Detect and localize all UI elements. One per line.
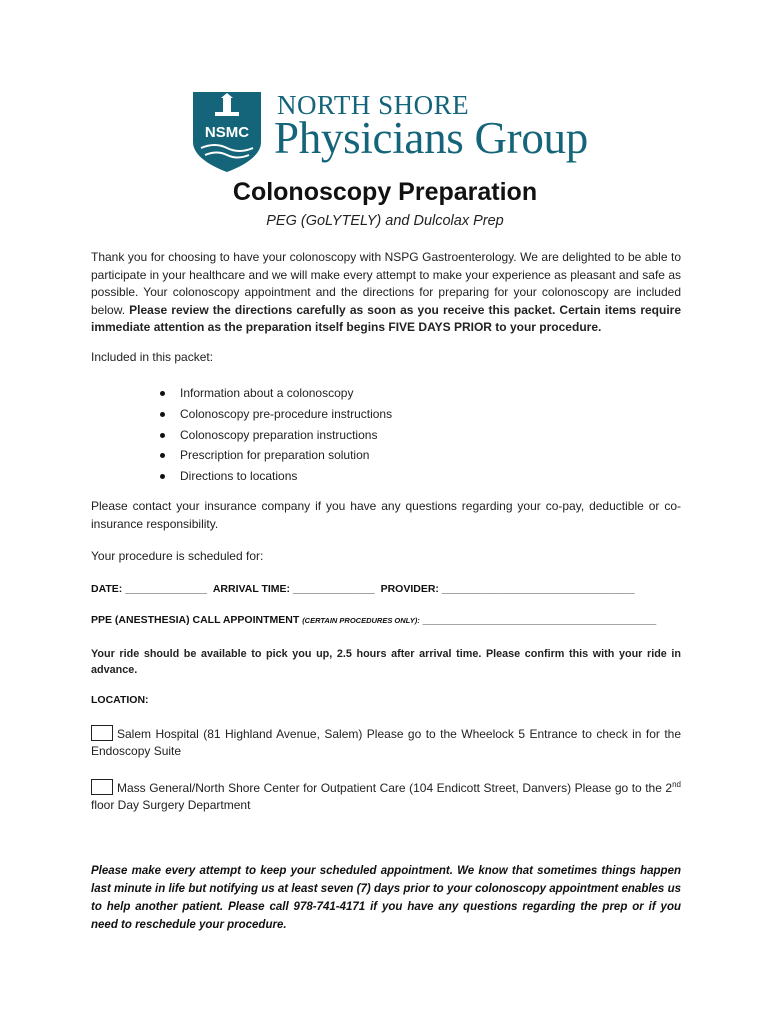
location-text: Salem Hospital (81 Highland Avenue, Salem) Please go to the Wheelock 5 Entrance to check in for the Endoscopy Suite [91, 727, 681, 758]
packet-list [158, 383, 392, 487]
list-item: Information about a colonoscopy [158, 383, 392, 404]
closing-note: Please make every attempt to keep your scheduled appointment. We know that sometimes things happen last minute in life but notifying us at least seven (7) days prior to your colonoscopy appointment enables us to help another patient. Please call 978-741-4171 if you have any questions regarding the prep or if you need to reschedule your procedure. [91, 865, 681, 931]
location-option-salem [91, 725, 681, 760]
intro-text: Thank you for choosing to have your colonoscopy with NSPG Gastroenterology. We are delighted to be able to participate in your healthcare and we will make every attempt to make your experience as pleasant and safe as possible. Your colonoscopy appointment and the directions for preparing for your colonoscopy are included below. [91, 250, 681, 317]
provider-label: PROVIDER: [380, 583, 439, 595]
ppe-appointment-row [91, 614, 681, 626]
location-option-danvers [91, 776, 681, 814]
page-subtitle: PEG (GoLYTELY) and Dulcolax Prep [266, 213, 504, 229]
emblem-text: NSMC [204, 124, 250, 141]
date-label: DATE: [91, 583, 123, 595]
brand-name-top: NORTH SHORE [277, 90, 470, 120]
list-item: Prescription for preparation solution [158, 445, 392, 466]
page-title: Colonoscopy Preparation [232, 178, 538, 206]
intro-bold-text: Please review the directions carefully as soon as you receive this packet. Certain items require immediate attention as the preparation itself begins FIVE DAYS PRIOR to your procedure. [91, 302, 682, 335]
date-field[interactable]: ______________ [125, 583, 207, 595]
arrival-time-label: ARRIVAL TIME: [212, 583, 291, 595]
location-text: Mass General/North Shore Center for Outpatient Care (104 Endicott Street, Danvers) Please go to the 2 [117, 781, 673, 795]
danvers-checkbox[interactable] [91, 779, 113, 795]
ppe-note: (CERTAIN PROCEDURES ONLY): [302, 616, 420, 625]
list-item: Directions to locations [158, 466, 392, 487]
scheduled-heading: Your procedure is scheduled for: [91, 549, 264, 563]
salem-checkbox[interactable] [91, 725, 113, 741]
arrival-time-field[interactable]: ______________ [292, 583, 375, 595]
intro-paragraph [91, 249, 681, 337]
brand-name-bottom: Physicians Group [274, 113, 588, 163]
nspg-logo [191, 90, 591, 175]
packet-heading: Included in this packet: [91, 350, 214, 364]
insurance-note: Please contact your insurance company if you have any questions regarding your co-pay, deductible or co-insurance responsibility. [91, 499, 681, 531]
list-item: Colonoscopy preparation instructions [158, 425, 392, 446]
nsmc-shield-emblem [191, 90, 263, 174]
provider-field[interactable]: _________________________________ [441, 583, 635, 595]
ordinal-suffix: nd [672, 780, 681, 789]
ppe-field[interactable]: ________________________________________ [422, 614, 657, 626]
ride-note: Your ride should be available to pick you up, 2.5 hours after arrival time. Please confirm this with your ride in advance. [91, 648, 681, 676]
location-heading: LOCATION: [91, 694, 149, 706]
location-text-end: floor Day Surgery Department [91, 798, 251, 812]
appointment-fields-row [91, 583, 681, 595]
list-item: Colonoscopy pre-procedure instructions [158, 404, 392, 425]
ppe-label: PPE (ANESTHESIA) CALL APPOINTMENT [91, 614, 300, 626]
